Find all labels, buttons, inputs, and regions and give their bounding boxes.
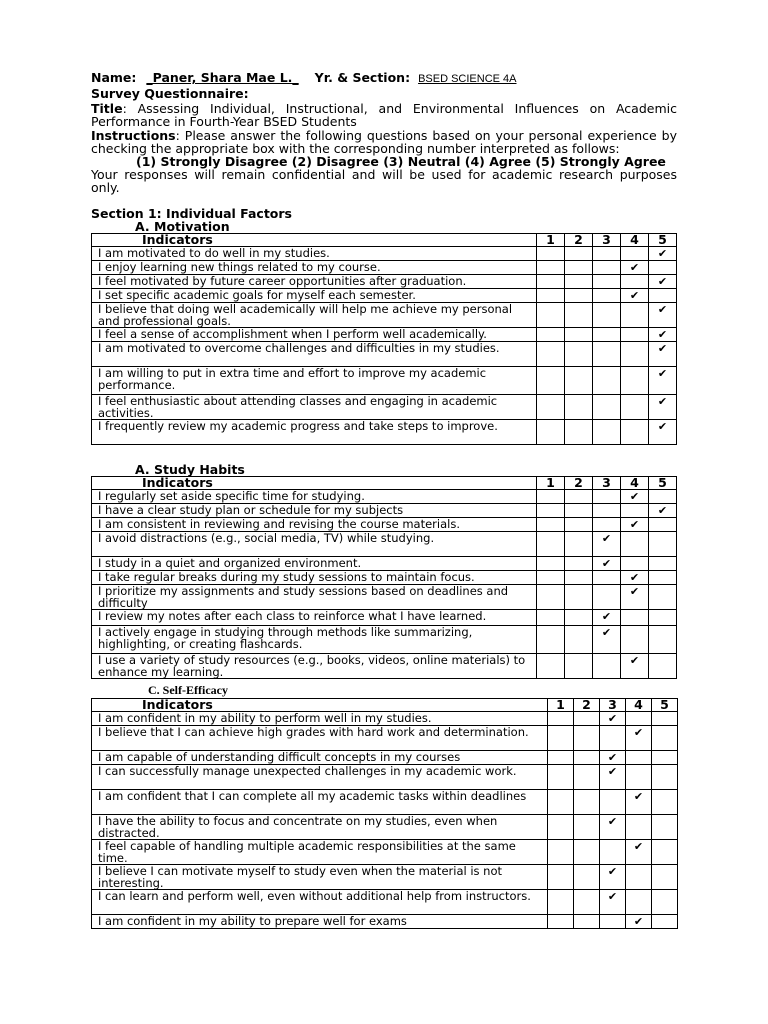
indicator-text: I take regular breaks during my study sessions to maintain focus. — [92, 571, 537, 585]
title-text: : Assessing Individual, Instructional, and Environmental Influences on Academic Performance in Fourth-Year BSED Students — [91, 101, 677, 129]
rating-cell-3[interactable] — [600, 915, 626, 929]
table-row — [92, 585, 677, 610]
check-mark-icon: ✔ — [629, 518, 640, 531]
rating-cell-1[interactable] — [548, 765, 574, 790]
check-mark-icon: ✔ — [633, 915, 644, 928]
rating-cell-5[interactable] — [649, 557, 677, 571]
check-mark-icon: ✔ — [633, 840, 644, 853]
rating-cell-1[interactable] — [548, 790, 574, 815]
rating-cell-5[interactable] — [652, 712, 678, 726]
rating-cell-3[interactable] — [600, 840, 626, 865]
rating-cell-5[interactable] — [652, 865, 678, 890]
confidential-note: Your responses will remain confidential and will be used for academic research purposes only. — [91, 167, 677, 195]
rating-cell-4[interactable] — [621, 275, 649, 289]
scale-header-1: 1 — [537, 234, 565, 247]
indicator-text: I am confident in my ability to prepare well for exams — [92, 915, 548, 929]
rating-cell-5[interactable] — [649, 328, 677, 342]
rating-cell-2[interactable] — [574, 915, 600, 929]
rating-cell-5[interactable] — [652, 840, 678, 865]
survey-heading: Survey Questionnaire: — [91, 86, 249, 101]
check-mark-icon: ✔ — [657, 342, 668, 355]
rating-cell-2[interactable] — [565, 532, 593, 557]
rating-cell-1[interactable] — [537, 490, 565, 504]
table-row — [92, 726, 678, 751]
check-mark-icon: ✔ — [629, 571, 640, 584]
check-mark-icon: ✔ — [657, 247, 668, 260]
indicator-table — [91, 233, 677, 445]
rating-cell-4[interactable] — [621, 328, 649, 342]
rating-cell-4[interactable] — [621, 289, 649, 303]
check-mark-icon: ✔ — [629, 289, 640, 302]
table-row — [92, 289, 677, 303]
rating-cell-2[interactable] — [565, 342, 593, 367]
rating-cell-1[interactable] — [537, 557, 565, 571]
scale-header-4: 4 — [621, 477, 649, 490]
title-paragraph — [91, 102, 677, 128]
indicator-text: I am confident in my ability to perform well in my studies. — [92, 712, 548, 726]
indicator-text: I am willing to put in extra time and effort to improve my academic performance. — [92, 367, 537, 395]
rating-cell-3[interactable] — [600, 751, 626, 765]
check-mark-icon: ✔ — [657, 275, 668, 288]
rating-cell-1[interactable] — [548, 726, 574, 751]
rating-cell-1[interactable] — [548, 890, 574, 915]
rating-cell-4[interactable] — [621, 367, 649, 395]
rating-cell-5[interactable] — [652, 915, 678, 929]
table-heading: A. Study Habits — [135, 462, 245, 477]
rating-cell-2[interactable] — [565, 367, 593, 395]
rating-cell-4[interactable] — [626, 726, 652, 751]
rating-cell-1[interactable] — [537, 342, 565, 367]
instructions-paragraph — [91, 129, 677, 155]
rating-cell-2[interactable] — [565, 571, 593, 585]
rating-cell-3[interactable] — [593, 610, 621, 626]
section-value: BSED SCIENCE 4A — [418, 73, 517, 85]
check-mark-icon: ✔ — [629, 490, 640, 503]
indicator-text: I can successfully manage unexpected challenges in my academic work. — [92, 765, 548, 790]
rating-cell-1[interactable] — [537, 303, 565, 328]
indicator-text: I enjoy learning new things related to my course. — [92, 261, 537, 275]
check-mark-icon: ✔ — [657, 395, 668, 408]
indicator-text: I study in a quiet and organized environment. — [92, 557, 537, 571]
rating-cell-1[interactable] — [537, 626, 565, 654]
indicator-tables — [91, 220, 677, 929]
table-row — [92, 275, 677, 289]
rating-cell-1[interactable] — [537, 420, 565, 445]
check-mark-icon: ✔ — [607, 751, 618, 764]
rating-cell-3[interactable] — [600, 790, 626, 815]
rating-cell-2[interactable] — [565, 247, 593, 261]
section-label: Yr. & Section: — [314, 70, 411, 85]
indicator-text: I feel enthusiastic about attending classes and engaging in academic activities. — [92, 395, 537, 420]
table-row — [92, 815, 678, 840]
indicator-text: I feel a sense of accomplishment when I perform well academically. — [92, 328, 537, 342]
table-header-row — [92, 234, 677, 247]
table-row — [92, 571, 677, 585]
indicators-header: Indicators — [92, 234, 537, 247]
table-row — [92, 790, 678, 815]
rating-cell-5[interactable] — [649, 261, 677, 275]
rating-cell-4[interactable] — [621, 261, 649, 275]
check-mark-icon: ✔ — [607, 765, 618, 778]
check-mark-icon: ✔ — [601, 532, 612, 545]
indicator-text: I set specific academic goals for myself each semester. — [92, 289, 537, 303]
rating-cell-3[interactable] — [593, 303, 621, 328]
rating-cell-4[interactable] — [626, 790, 652, 815]
rating-cell-2[interactable] — [574, 840, 600, 865]
rating-cell-1[interactable] — [537, 504, 565, 518]
indicator-text: I believe that I can achieve high grades with hard work and determination. — [92, 726, 548, 751]
scale-header-4: 4 — [621, 234, 649, 247]
rating-cell-1[interactable] — [548, 865, 574, 890]
rating-cell-3[interactable] — [593, 490, 621, 504]
rating-cell-2[interactable] — [574, 890, 600, 915]
indicator-text: I have a clear study plan or schedule for my subjects — [92, 504, 537, 518]
table-row — [92, 328, 677, 342]
rating-cell-2[interactable] — [565, 275, 593, 289]
check-mark-icon: ✔ — [607, 890, 618, 903]
rating-cell-5[interactable] — [649, 420, 677, 445]
indicator-text: I believe I can motivate myself to study even when the material is not interesting. — [92, 865, 548, 890]
rating-cell-2[interactable] — [565, 420, 593, 445]
indicator-text: I have the ability to focus and concentrate on my studies, even when distracted. — [92, 815, 548, 840]
rating-cell-5[interactable] — [649, 490, 677, 504]
rating-cell-2[interactable] — [565, 654, 593, 679]
check-mark-icon: ✔ — [657, 303, 668, 316]
check-mark-icon: ✔ — [657, 420, 668, 433]
indicator-text: I am motivated to overcome challenges and difficulties in my studies. — [92, 342, 537, 367]
rating-cell-1[interactable] — [548, 815, 574, 840]
rating-cell-5[interactable] — [649, 626, 677, 654]
rating-cell-5[interactable] — [649, 247, 677, 261]
check-mark-icon: ✔ — [601, 557, 612, 570]
rating-cell-1[interactable] — [548, 840, 574, 865]
table-heading: A. Motivation — [135, 219, 230, 234]
table-row — [92, 303, 677, 328]
rating-cell-5[interactable] — [649, 289, 677, 303]
rating-cell-2[interactable] — [565, 395, 593, 420]
rating-cell-3[interactable] — [600, 865, 626, 890]
scale-header-2: 2 — [574, 699, 600, 712]
rating-cell-2[interactable] — [565, 610, 593, 626]
rating-cell-3[interactable] — [600, 765, 626, 790]
indicator-text: I believe that doing well academically will help me achieve my personal and professional goals. — [92, 303, 537, 328]
rating-cell-3[interactable] — [593, 585, 621, 610]
rating-cell-3[interactable] — [593, 557, 621, 571]
table-row — [92, 765, 678, 790]
rating-cell-5[interactable] — [649, 367, 677, 395]
rating-cell-1[interactable] — [548, 712, 574, 726]
indicator-text: I frequently review my academic progress and take steps to improve. — [92, 420, 537, 445]
table-row — [92, 712, 678, 726]
indicator-text: I feel capable of handling multiple academic responsibilities at the same time. — [92, 840, 548, 865]
rating-cell-5[interactable] — [649, 303, 677, 328]
rating-cell-4[interactable] — [626, 815, 652, 840]
indicator-text: I am confident that I can complete all my academic tasks within deadlines — [92, 790, 548, 815]
rating-cell-3[interactable] — [593, 275, 621, 289]
rating-cell-1[interactable] — [537, 610, 565, 626]
rating-cell-2[interactable] — [565, 289, 593, 303]
indicators-header: Indicators — [92, 699, 548, 712]
instructions-label: Instructions — [91, 128, 176, 143]
table-row — [92, 626, 677, 654]
rating-cell-3[interactable] — [593, 328, 621, 342]
table-heading: C. Self-Efficacy — [148, 683, 228, 697]
rating-cell-4[interactable] — [626, 890, 652, 915]
rating-cell-4[interactable] — [621, 490, 649, 504]
rating-cell-2[interactable] — [565, 328, 593, 342]
rating-cell-4[interactable] — [621, 626, 649, 654]
rating-cell-1[interactable] — [537, 328, 565, 342]
table-row — [92, 840, 678, 865]
table-header-row — [92, 477, 677, 490]
table-row — [92, 610, 677, 626]
indicators-header: Indicators — [92, 477, 537, 490]
check-mark-icon: ✔ — [657, 367, 668, 380]
rating-cell-3[interactable] — [593, 532, 621, 557]
rating-cell-2[interactable] — [574, 865, 600, 890]
rating-cell-5[interactable] — [652, 890, 678, 915]
indicator-text: I review my notes after each class to reinforce what I have learned. — [92, 610, 537, 626]
indicator-text: I use a variety of study resources (e.g., books, videos, online materials) to enhance my learning. — [92, 654, 537, 679]
rating-cell-3[interactable] — [593, 395, 621, 420]
scale-header-5: 5 — [649, 234, 677, 247]
rating-cell-1[interactable] — [548, 751, 574, 765]
rating-cell-4[interactable] — [621, 504, 649, 518]
table-row — [92, 890, 678, 915]
rating-cell-1[interactable] — [537, 585, 565, 610]
rating-cell-3[interactable] — [593, 654, 621, 679]
check-mark-icon: ✔ — [601, 610, 612, 623]
rating-cell-2[interactable] — [565, 303, 593, 328]
rating-cell-3[interactable] — [593, 518, 621, 532]
table-row — [92, 865, 678, 890]
indicator-text: I feel motivated by future career opportunities after graduation. — [92, 275, 537, 289]
rating-cell-3[interactable] — [593, 420, 621, 445]
rating-cell-3[interactable] — [593, 261, 621, 275]
scale-header-3: 3 — [600, 699, 626, 712]
indicator-text: I am motivated to do well in my studies. — [92, 247, 537, 261]
table-row — [92, 367, 677, 395]
name-line — [91, 71, 677, 87]
rating-cell-2[interactable] — [565, 261, 593, 275]
table-row — [92, 532, 677, 557]
rating-cell-4[interactable] — [626, 865, 652, 890]
rating-cell-4[interactable] — [621, 420, 649, 445]
rating-cell-4[interactable] — [621, 247, 649, 261]
scale-header-5: 5 — [649, 477, 677, 490]
rating-cell-4[interactable] — [626, 712, 652, 726]
scale-header-1: 1 — [537, 477, 565, 490]
rating-cell-3[interactable] — [593, 626, 621, 654]
table-row — [92, 518, 677, 532]
check-mark-icon: ✔ — [601, 626, 612, 639]
rating-cell-5[interactable] — [649, 518, 677, 532]
rating-cell-2[interactable] — [574, 751, 600, 765]
indicator-table — [91, 476, 677, 679]
rating-cell-1[interactable] — [537, 654, 565, 679]
rating-cell-2[interactable] — [565, 518, 593, 532]
rating-cell-4[interactable] — [621, 395, 649, 420]
scale-header-2: 2 — [565, 234, 593, 247]
indicator-text: I am consistent in reviewing and revising the course materials. — [92, 518, 537, 532]
indicator-text: I avoid distractions (e.g., social media, TV) while studying. — [92, 532, 537, 557]
rating-cell-5[interactable] — [652, 815, 678, 840]
rating-cell-4[interactable] — [621, 610, 649, 626]
table-row — [92, 504, 677, 518]
name-label: Name: — [91, 70, 137, 85]
scale-header-3: 3 — [593, 477, 621, 490]
rating-cell-3[interactable] — [600, 815, 626, 840]
table-header-row — [92, 699, 678, 712]
rating-cell-4[interactable] — [621, 342, 649, 367]
rating-cell-2[interactable] — [574, 712, 600, 726]
indicator-text: I can learn and perform well, even without additional help from instructors. — [92, 890, 548, 915]
table-row — [92, 490, 677, 504]
rating-cell-4[interactable] — [626, 751, 652, 765]
rating-cell-3[interactable] — [593, 504, 621, 518]
check-mark-icon: ✔ — [607, 865, 618, 878]
rating-cell-1[interactable] — [537, 532, 565, 557]
rating-cell-1[interactable] — [537, 571, 565, 585]
table-row — [92, 420, 677, 445]
rating-cell-5[interactable] — [652, 790, 678, 815]
rating-cell-4[interactable] — [626, 915, 652, 929]
rating-cell-2[interactable] — [565, 490, 593, 504]
table-row — [92, 261, 677, 275]
rating-cell-4[interactable] — [626, 840, 652, 865]
rating-cell-3[interactable] — [600, 726, 626, 751]
indicator-text: I am capable of understanding difficult concepts in my courses — [92, 751, 548, 765]
rating-cell-4[interactable] — [621, 303, 649, 328]
check-mark-icon: ✔ — [629, 585, 640, 598]
rating-cell-3[interactable] — [593, 367, 621, 395]
check-mark-icon: ✔ — [657, 504, 668, 517]
rating-cell-2[interactable] — [574, 815, 600, 840]
table-row — [92, 342, 677, 367]
indicator-text: I actively engage in studying through methods like summarizing, highlighting, or creating flashcards. — [92, 626, 537, 654]
survey-page — [91, 71, 677, 929]
table-row — [92, 654, 677, 679]
rating-cell-2[interactable] — [565, 557, 593, 571]
rating-cell-1[interactable] — [537, 518, 565, 532]
scale-header-5: 5 — [652, 699, 678, 712]
table-row — [92, 915, 678, 929]
rating-cell-5[interactable] — [652, 751, 678, 765]
table-row — [92, 557, 677, 571]
check-mark-icon: ✔ — [607, 712, 618, 725]
rating-cell-5[interactable] — [649, 571, 677, 585]
rating-cell-4[interactable] — [621, 518, 649, 532]
rating-cell-5[interactable] — [649, 275, 677, 289]
rating-cell-1[interactable] — [537, 289, 565, 303]
rating-cell-3[interactable] — [593, 571, 621, 585]
check-mark-icon: ✔ — [633, 726, 644, 739]
rating-cell-1[interactable] — [537, 395, 565, 420]
check-mark-icon: ✔ — [629, 261, 640, 274]
rating-cell-2[interactable] — [565, 504, 593, 518]
rating-cell-4[interactable] — [621, 532, 649, 557]
indicator-text: I regularly set aside specific time for studying. — [92, 490, 537, 504]
rating-cell-5[interactable] — [649, 585, 677, 610]
rating-cell-4[interactable] — [626, 765, 652, 790]
title-label: Title — [91, 101, 123, 116]
scale-header-2: 2 — [565, 477, 593, 490]
check-mark-icon: ✔ — [657, 328, 668, 341]
check-mark-icon: ✔ — [629, 654, 640, 667]
scale-header-1: 1 — [548, 699, 574, 712]
rating-cell-1[interactable] — [548, 915, 574, 929]
rating-cell-5[interactable] — [652, 765, 678, 790]
section-title: Section 1: Individual Factors — [91, 206, 292, 221]
rating-cell-3[interactable] — [593, 247, 621, 261]
check-mark-icon: ✔ — [633, 790, 644, 803]
rating-cell-3[interactable] — [593, 289, 621, 303]
check-mark-icon: ✔ — [607, 815, 618, 828]
rating-cell-2[interactable] — [574, 726, 600, 751]
table-row — [92, 751, 678, 765]
rating-cell-5[interactable] — [652, 726, 678, 751]
scale-header-3: 3 — [593, 234, 621, 247]
indicator-text: I prioritize my assignments and study sessions based on deadlines and difficulty — [92, 585, 537, 610]
rating-cell-1[interactable] — [537, 367, 565, 395]
rating-cell-4[interactable] — [621, 585, 649, 610]
rating-cell-2[interactable] — [574, 765, 600, 790]
rating-cell-3[interactable] — [600, 890, 626, 915]
rating-cell-5[interactable] — [649, 395, 677, 420]
rating-cell-5[interactable] — [649, 610, 677, 626]
rating-cell-3[interactable] — [593, 342, 621, 367]
rating-cell-4[interactable] — [621, 654, 649, 679]
rating-cell-4[interactable] — [621, 557, 649, 571]
indicator-table — [91, 698, 678, 929]
rating-cell-5[interactable] — [649, 342, 677, 367]
scale-header-4: 4 — [626, 699, 652, 712]
rating-cell-3[interactable] — [600, 712, 626, 726]
rating-cell-2[interactable] — [565, 585, 593, 610]
rating-cell-4[interactable] — [621, 571, 649, 585]
rating-cell-2[interactable] — [574, 790, 600, 815]
instructions-text: : Please answer the following questions based on your personal experience by checking the appropriate box with the corresponding number interpreted as follows: — [91, 128, 677, 156]
rating-cell-5[interactable] — [649, 654, 677, 679]
rating-scale: (1) Strongly Disagree (2) Disagree (3) Neutral (4) Agree (5) Strongly Agree — [136, 154, 666, 169]
table-row — [92, 395, 677, 420]
rating-cell-5[interactable] — [649, 532, 677, 557]
rating-cell-1[interactable] — [537, 275, 565, 289]
rating-cell-2[interactable] — [565, 626, 593, 654]
table-row — [92, 247, 677, 261]
rating-cell-1[interactable] — [537, 261, 565, 275]
rating-cell-5[interactable] — [649, 504, 677, 518]
name-value: _Paner, Shara Mae L._ — [146, 70, 299, 85]
rating-cell-1[interactable] — [537, 247, 565, 261]
